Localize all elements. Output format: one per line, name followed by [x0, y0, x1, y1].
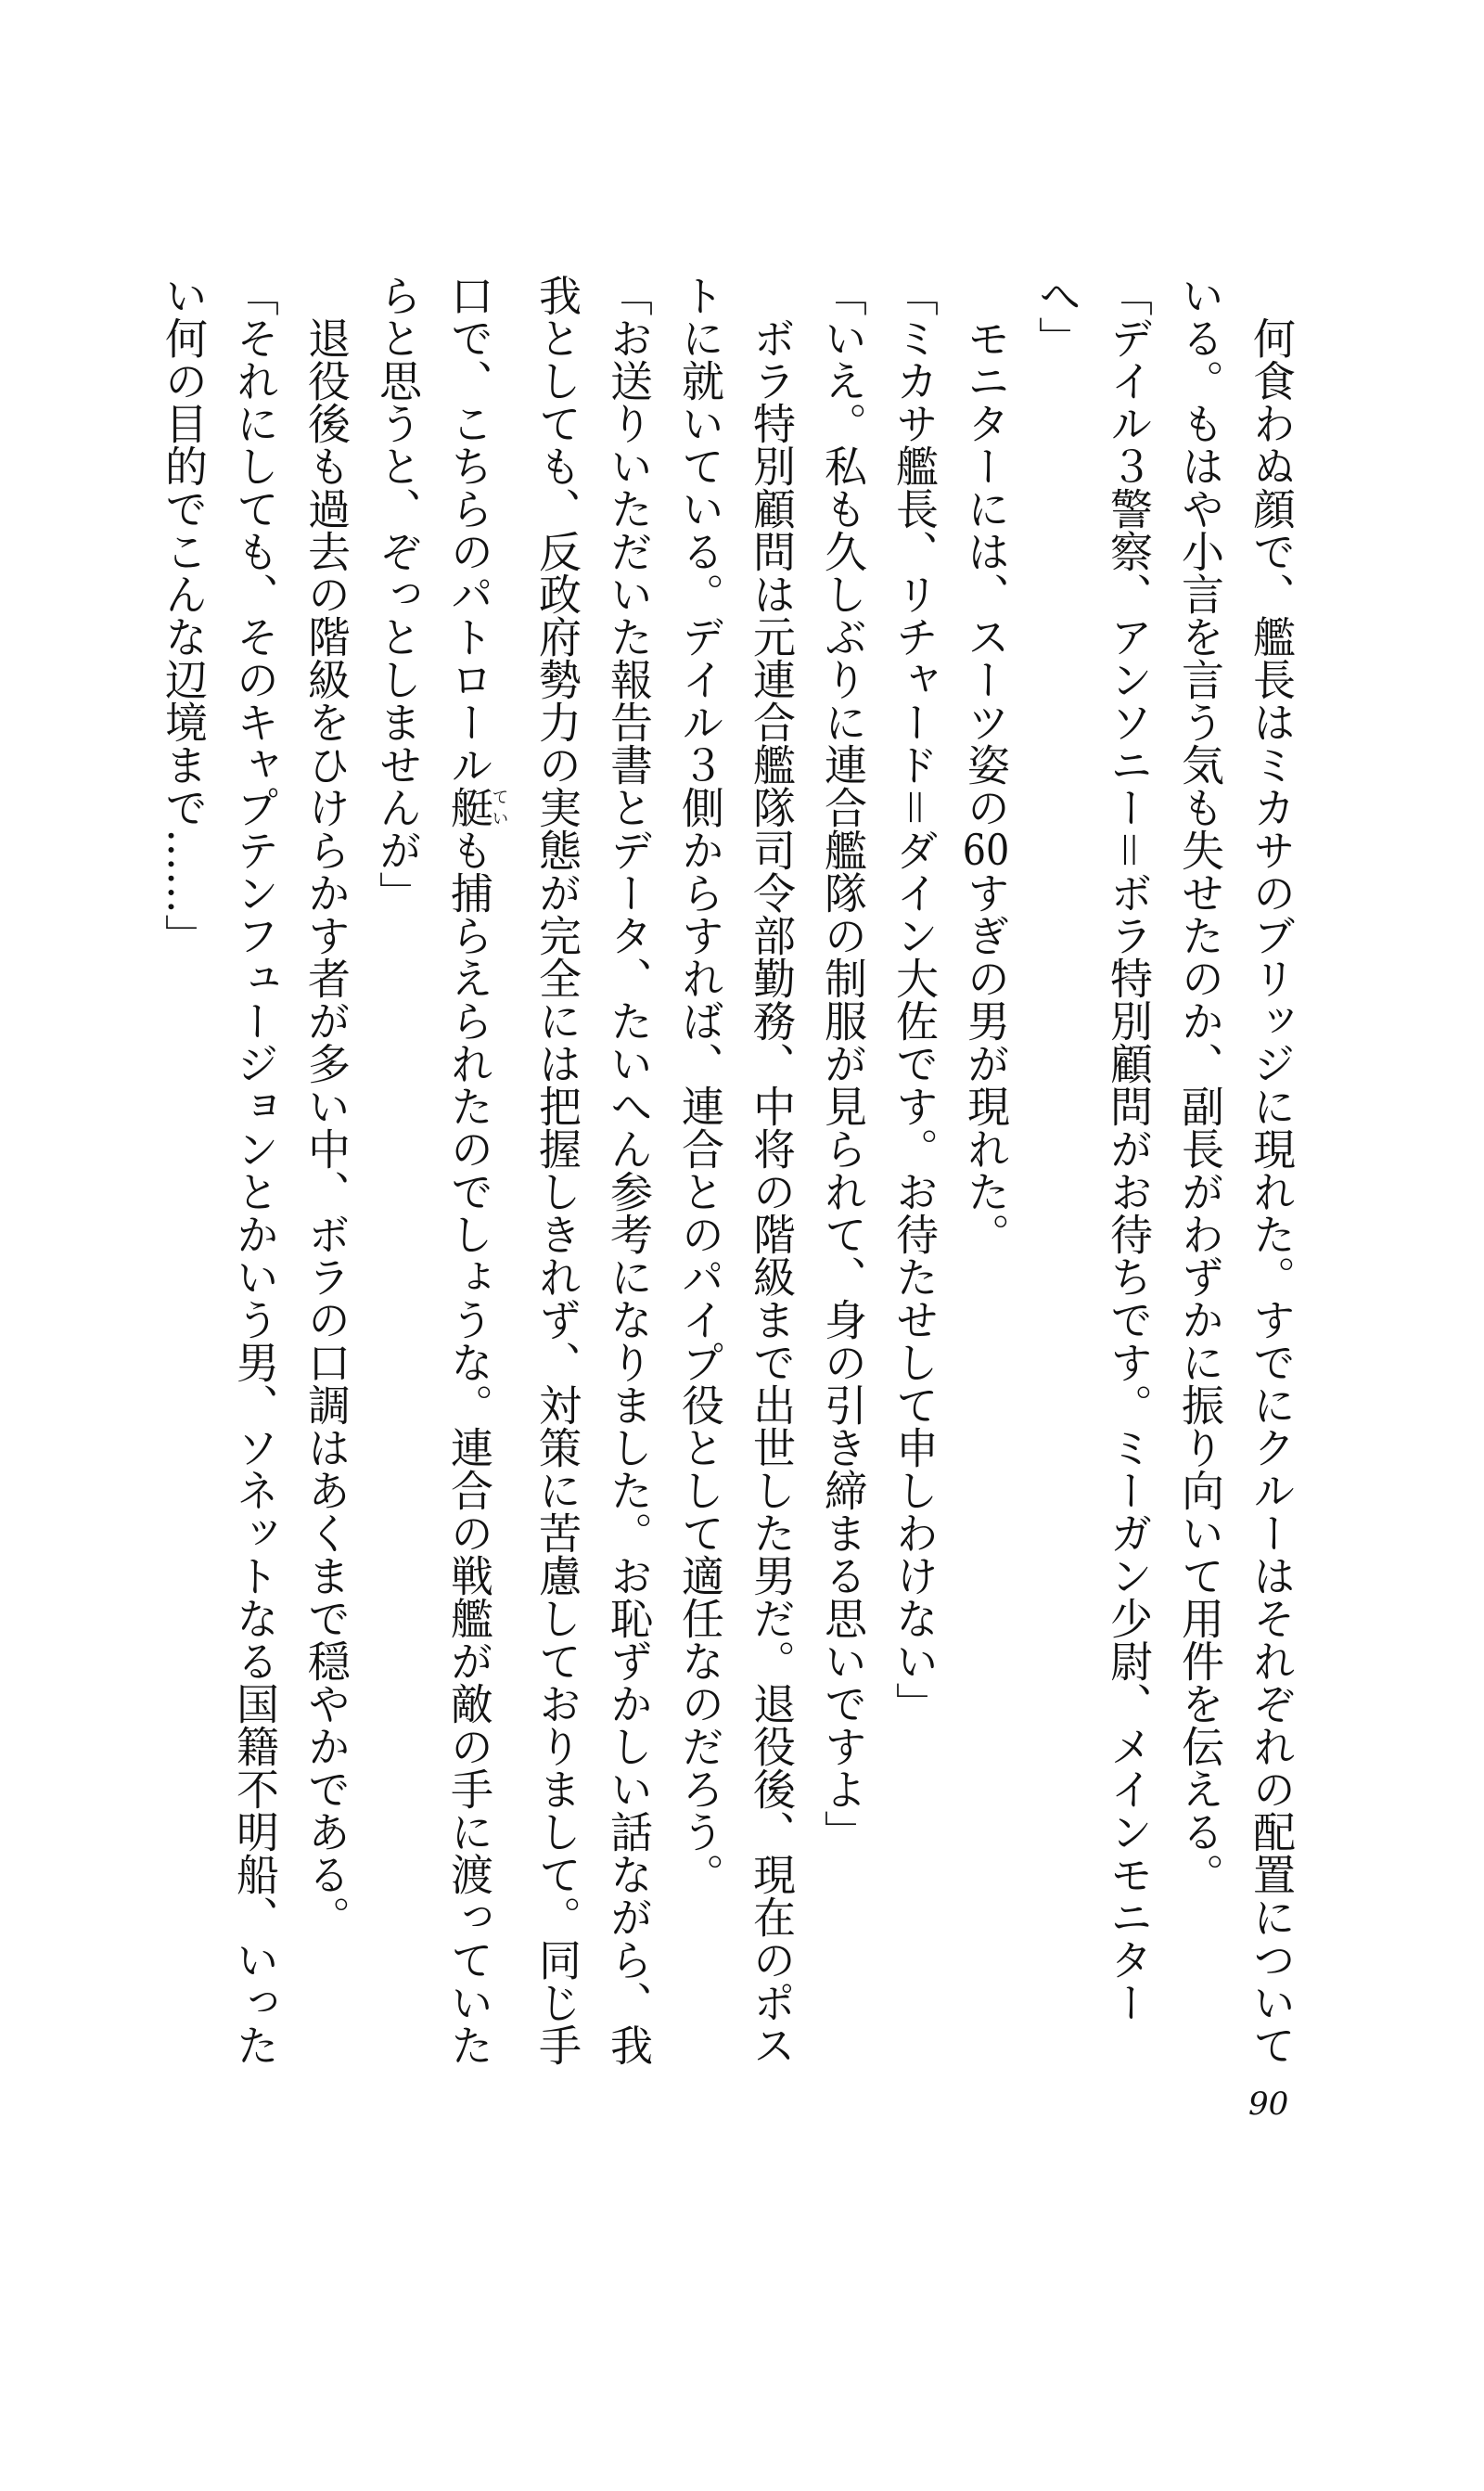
ruby-annotated-kanji: 艇てい	[444, 786, 509, 828]
text-column: 「それにしても、そのキャプテンフュージョンとかいう男、ソネットなる国籍不明船、いった	[230, 274, 280, 2066]
text-column: 退役後も過去の階級をひけらかす者が多い中、ボラの口調はあくまで穏やかである。	[301, 316, 352, 1938]
text-column: 口で、こちらのパトロール艇ていも捕らえられたのでしょうな。連合の戦艦が敵の手に渡っていた	[444, 274, 509, 2066]
text-column: らと思うと、ぞっとしませんが」	[373, 274, 423, 914]
text-column: い何の目的でこんな辺境まで……」	[159, 274, 209, 957]
body-text	[134, 274, 1297, 2092]
text-column: へ」	[1032, 274, 1082, 359]
text-column: 我としても、反政府勢力の実態が完全には把握しきれず、対策に苦慮しておりまして。同じ手	[532, 274, 582, 2066]
text-column: 「いえ。私も久しぶりに連合艦隊の制服が見られて、身の引き締まる思いですよ」	[818, 274, 868, 1853]
text-column: 「お送りいただいた報告書とデータ、たいへん参考になりました。お恥ずかしい話ながら、我	[604, 274, 654, 2066]
text-column: モニターには、スーツ姿の60すぎの男が現れた。	[961, 316, 1011, 1255]
page-number: 90	[1248, 2086, 1289, 2123]
text-column: いる。もはや小言を言う気も失せたのか、副長がわずかに振り向いて用件を伝える。	[1175, 274, 1225, 1895]
tatechuyoko-number: 60	[962, 828, 1010, 871]
text-column: 「デイル３警察、アンソニー＝ボラ特別顧問がお待ちです。ミーガン少尉、メインモニター	[1104, 274, 1154, 2023]
text-column: トに就いている。デイル３側からすれば、連合とのパイプ役として適任なのだろう。	[675, 274, 725, 1895]
text-column: 「ミカサ艦長、リチャード＝ダイン大佐です。お待たせして申しわけない」	[889, 274, 940, 1725]
text-column: 何食わぬ顔で、艦長はミカサのブリッジに現れた。すでにクルーはそれぞれの配置について	[1247, 316, 1297, 2066]
text-column: ボラ特別顧問は元連合艦隊司令部勤務、中将の階級まで出世した男だ。退役後、現在のポス	[747, 316, 797, 2066]
